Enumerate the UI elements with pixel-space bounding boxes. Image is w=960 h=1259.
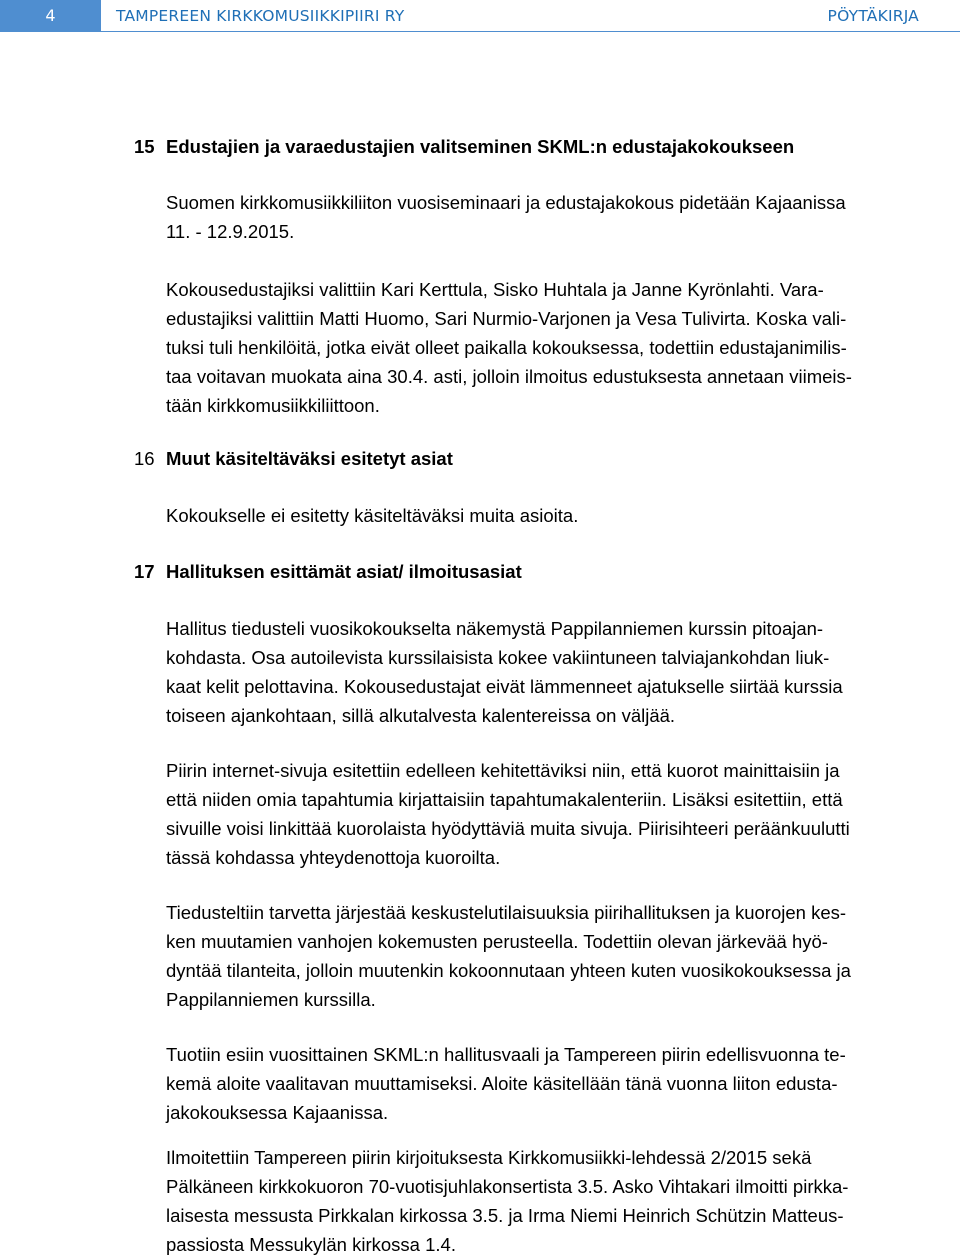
text-line: Kokoukselle ei esitetty käsiteltäväksi muita asioita.	[166, 505, 579, 526]
text-line: toiseen ajankohtaan, sillä alkutalvesta kalentereissa on väljää.	[166, 705, 676, 726]
text-line: tässä kohdassa yhteydenottoja kuoroilta.	[166, 847, 501, 868]
text-line: Tiedusteltiin tarvetta järjestää keskustelutilaisuuksia piirihallituksen ja kuorojen kes-	[166, 902, 847, 923]
section-number: 15	[134, 136, 155, 157]
page-header	[0, 0, 960, 34]
page-number: 4	[0, 0, 101, 32]
paragraph	[166, 898, 960, 1014]
text-line: kaat kelit pelottavina. Kokousedustajat eivät lämmenneet ajatukselle siirtää kurssia	[166, 676, 843, 697]
text-line: Suomen kirkkomusiikkiliiton vuosiseminaari ja edustajakokous pidetään Kajaanissa	[166, 192, 846, 213]
text-line: Piirin internet-sivuja esitettiin edelleen kehitettäviksi niin, että kuorot mainittaisiin ja	[166, 760, 840, 781]
section-number: 17	[134, 561, 155, 582]
text-line: Ilmoitettiin Tampereen piirin kirjoituksesta Kirkkomusiikki-lehdessä 2/2015 sekä	[166, 1147, 812, 1168]
text-line: laisesta messusta Pirkkalan kirkossa 3.5. ja Irma Niemi Heinrich Schützin Matteus-	[166, 1205, 844, 1226]
section-heading-15	[134, 136, 794, 158]
paragraph	[166, 614, 960, 730]
header-divider	[101, 31, 960, 32]
text-line: edustajiksi valittiin Matti Huomo, Sari Nurmio-Varjonen ja Vesa Tulivirta. Koska vali-	[166, 308, 847, 329]
text-line: kohdasta. Osa autoilevista kurssilaisista kokee vakiintuneen talviajankohdan liuk-	[166, 647, 830, 668]
text-line: jakokouksessa Kajaanissa.	[166, 1102, 389, 1123]
organization-name: TAMPEREEN KIRKKOMUSIIKKIPIIRI RY	[116, 7, 405, 25]
section-title: Hallituksen esittämät asiat/ ilmoitusasiat	[166, 561, 522, 582]
section-title: Muut käsiteltäväksi esitetyt asiat	[166, 448, 453, 469]
text-line: Pappilanniemen kurssilla.	[166, 989, 376, 1010]
text-line: 11. - 12.9.2015.	[166, 221, 295, 242]
paragraph	[166, 1143, 960, 1259]
text-line: Hallitus tiedusteli vuosikokoukselta näkemystä Pappilanniemen kurssin pitoajan-	[166, 618, 824, 639]
section-number: 16	[134, 448, 155, 469]
section-heading-17	[134, 561, 522, 583]
paragraph	[166, 501, 960, 530]
text-line: Tuotiin esiin vuosittainen SKML:n hallitusvaali ja Tampereen piirin edellisvuonna te-	[166, 1044, 846, 1065]
paragraph	[166, 756, 960, 872]
text-line: että niiden omia tapahtumia kirjattaisiin tapahtumakalenteriin. Lisäksi esitettiin, että	[166, 789, 843, 810]
paragraph	[166, 275, 960, 420]
text-line: dyntää tilanteita, jolloin muutenkin kokoonnutaan yhteen kuten vuosikokouksessa ja	[166, 960, 851, 981]
section-title: Edustajien ja varaedustajien valitseminen SKML:n edustajakokoukseen	[166, 136, 795, 157]
document-type: PÖYTÄKIRJA	[827, 7, 919, 25]
section-heading-16	[134, 448, 453, 470]
text-line: passiosta Messukylän kirkossa 1.4.	[166, 1234, 456, 1255]
paragraph	[166, 1040, 960, 1127]
text-line: kemä aloite vaalitavan muuttamiseksi. Aloite käsitellään tänä vuonna liiton edusta-	[166, 1073, 838, 1094]
text-line: Pälkäneen kirkkokuoron 70-vuotisjuhlakonsertista 3.5. Asko Vihtakari ilmoitti pirkka-	[166, 1176, 849, 1197]
text-line: sivuille voisi linkittää kuorolaista hyödyttäviä muita sivuja. Piirisihteeri peräänkuulutti	[166, 818, 850, 839]
text-line: tuksi tuli henkilöitä, jotka eivät olleet paikalla kokouksessa, todettiin edustajanimilis-	[166, 337, 847, 358]
text-line: tään kirkkomusiikkiliittoon.	[166, 395, 380, 416]
text-line: Kokousedustajiksi valittiin Kari Kerttula, Sisko Huhtala ja Janne Kyrönlahti. Vara-	[166, 279, 824, 300]
text-line: ken muutamien vanhojen kokemusten perusteella. Todettiin olevan järkevää hyö-	[166, 931, 828, 952]
text-line: taa voitavan muokata aina 30.4. asti, jolloin ilmoitus edustuksesta annetaan viimeis-	[166, 366, 852, 387]
paragraph	[166, 188, 960, 246]
